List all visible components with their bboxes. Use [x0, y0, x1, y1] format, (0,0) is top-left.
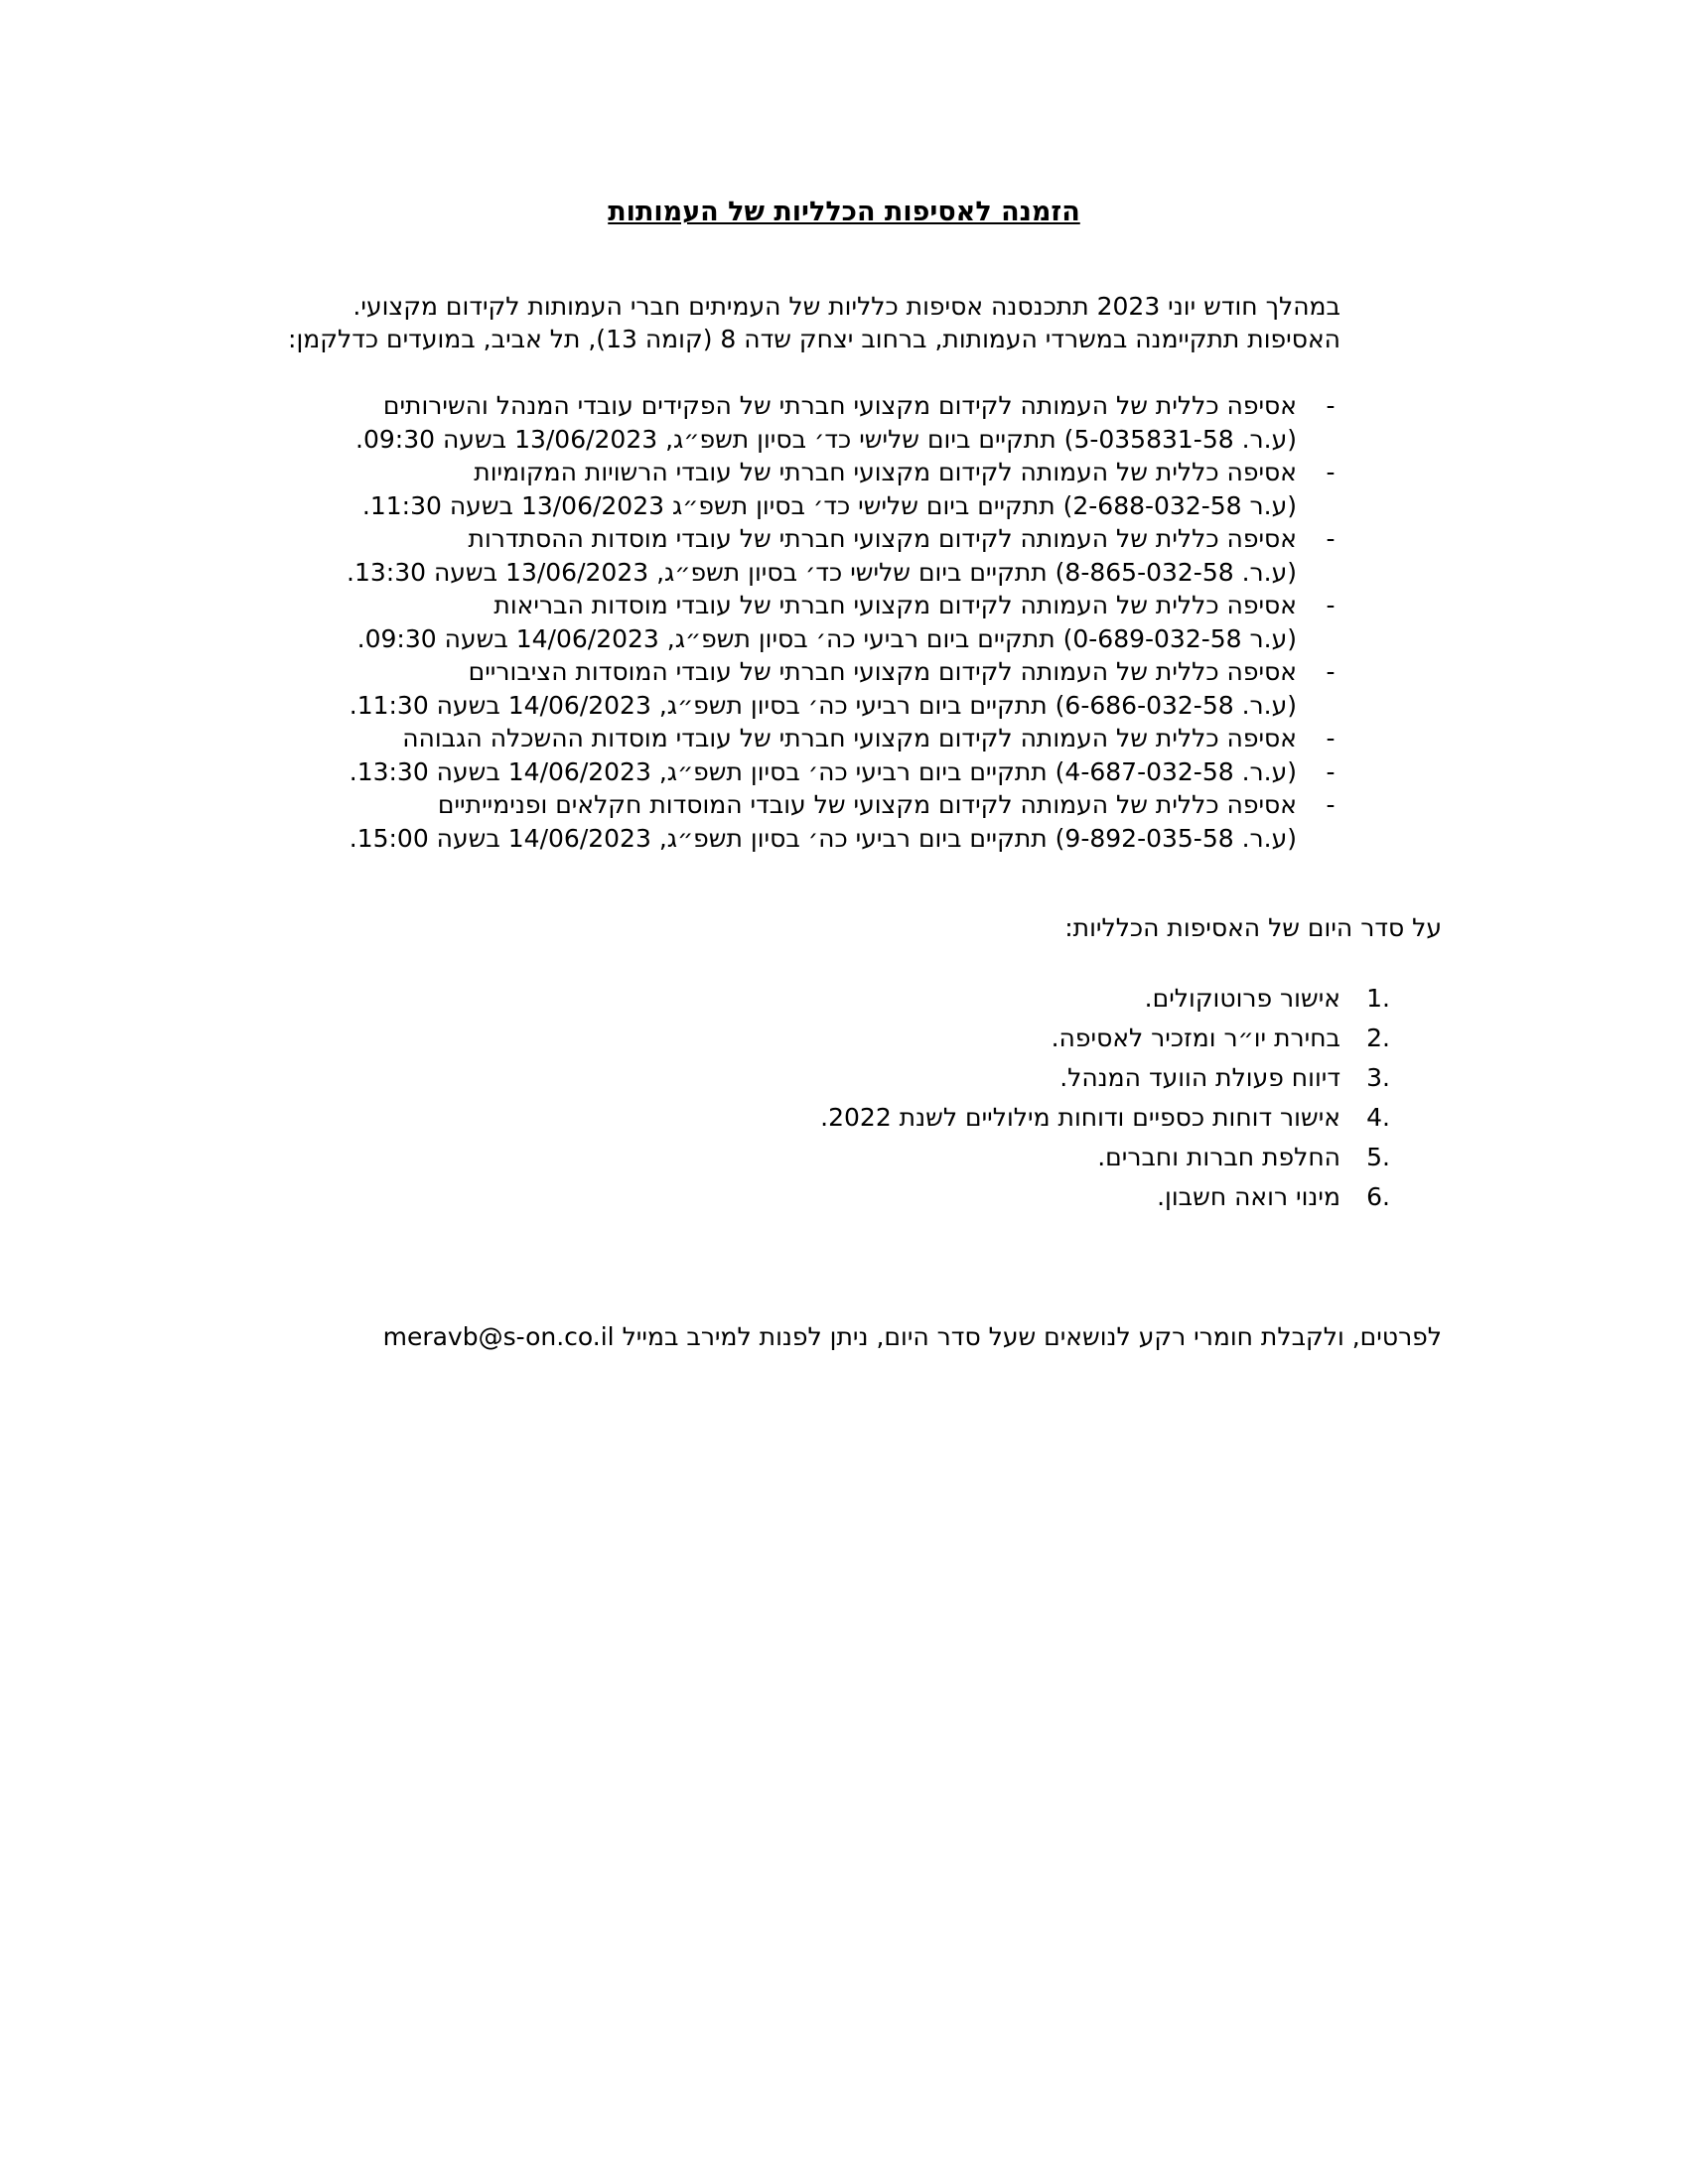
meeting-title: אסיפה כללית של העמותה לקידום מקצועי חברתי של עובדי מוסדות ההשכלה הגבוהה — [402, 724, 1297, 752]
meeting-item — [199, 456, 1340, 489]
agenda-number: 4. — [1366, 1103, 1390, 1132]
agenda-number: 2. — [1366, 1024, 1390, 1052]
meetings-list — [199, 389, 1340, 855]
agenda-text: מינוי רואה חשבון. — [1157, 1182, 1340, 1211]
agenda-number: 5. — [1366, 1143, 1390, 1171]
agenda-text: בחירת יו״ר ומזכיר לאסיפה. — [1051, 1024, 1340, 1052]
agenda-number: 3. — [1366, 1063, 1390, 1092]
contact-footer — [383, 1320, 1442, 1354]
agenda-text: אישור דוחות כספיים ודוחות מילוליים לשנת 2022. — [820, 1103, 1340, 1132]
list-dash: - — [1326, 591, 1336, 619]
meeting-detail-text: (ע.ר. 8-865-032-58) תתקיים ביום שלישי כד׳ בסיון תשפ״ג, 13/06/2023 בשעה 13:30. — [347, 557, 1297, 587]
intro-paragraph — [199, 290, 1340, 355]
document-title: הזמנה לאסיפות הכלליות של העמותות — [608, 197, 1080, 227]
agenda-item — [496, 1177, 1390, 1217]
meeting-detail-text: (ע.ר. 5-035831-58) תתקיים ביום שלישי כד׳ בסיון תשפ״ג, 13/06/2023 בשעה 09:30. — [355, 424, 1297, 454]
list-dash: - — [1326, 657, 1336, 686]
agenda-item — [496, 1138, 1390, 1177]
contact-text: לפרטים, ולקבלת חומרי רקע לנושאים שעל סדר היום, ניתן לפנות למירב במייל — [622, 1322, 1442, 1351]
agenda-number: 1. — [1366, 984, 1390, 1013]
agenda-text: החלפת חברות וחברים. — [1097, 1143, 1340, 1171]
agenda-text: אישור פרוטוקולים. — [1144, 984, 1340, 1013]
agenda-number: 6. — [1366, 1182, 1390, 1211]
meeting-title: אסיפה כללית של העמותה לקידום מקצועי חברתי של עובדי הרשויות המקומיות — [474, 458, 1297, 486]
meeting-title: אסיפה כללית של העמותה לקידום מקצועי חברתי של עובדי מוסדות הבריאות — [493, 591, 1297, 619]
meeting-detail-text: (ע.ר 0-689-032-58) תתקיים ביום רביעי כה׳ בסיון תשפ״ג, 14/06/2023 בשעה 09:30. — [356, 623, 1297, 653]
intro-line: האסיפות תתקיימנה במשרדי העמותות, ברחוב יצחק שדה 8 (קומה 13), תל אביב, במועדים כדלקמן: — [288, 325, 1340, 353]
list-dash: - — [1326, 790, 1336, 819]
list-dash: - — [1326, 458, 1336, 486]
intro-line: במהלך חודש יוני 2023 תתכנסנה אסיפות כלליות של העמיתים חברי העמותות לקידום מקצועי. — [352, 292, 1340, 321]
meeting-detail — [199, 822, 1340, 856]
list-dash: - — [1326, 391, 1336, 420]
meeting-item — [199, 655, 1340, 689]
list-dash: - — [1326, 524, 1336, 553]
list-dash: - — [1326, 724, 1336, 752]
meeting-title: אסיפה כללית של העמותה לקידום מקצועי חברתי של עובדי המוסדות הציבוריים — [468, 657, 1297, 686]
contact-email[interactable]: meravb@s-on.co.il — [382, 1322, 615, 1351]
meeting-detail-text: (ע.ר. 6-686-032-58) תתקיים ביום רביעי כה׳ בסיון תשפ״ג, 14/06/2023 בשעה 11:30. — [349, 690, 1297, 720]
meeting-detail — [199, 489, 1340, 523]
meeting-detail — [199, 689, 1340, 723]
meeting-detail — [199, 622, 1340, 656]
meeting-item — [199, 522, 1340, 556]
agenda-text: דיווח פעולת הוועד המנהל. — [1059, 1063, 1340, 1092]
meeting-item — [199, 389, 1340, 423]
agenda-item — [496, 979, 1390, 1019]
meeting-detail-text: (ע.ר. 4-687-032-58) תתקיים ביום רביעי כה׳ בסיון תשפ״ג, 14/06/2023 בשעה 13:30. — [349, 756, 1297, 786]
agenda-item — [496, 1019, 1390, 1058]
agenda-heading: על סדר היום של האסיפות הכלליות: — [1064, 913, 1442, 942]
agenda-item — [496, 1098, 1390, 1138]
meeting-title: אסיפה כללית של העמותה לקידום מקצועי של עובדי המוסדות חקלאים ופנימייתיים — [437, 790, 1297, 819]
meeting-detail-text: (ע.ר 2-688-032-58) תתקיים ביום שלישי כד׳ בסיון תשפ״ג 13/06/2023 בשעה 11:30. — [361, 490, 1297, 520]
meeting-detail — [199, 423, 1340, 457]
meeting-item — [199, 788, 1340, 822]
meeting-title: אסיפה כללית של העמותה לקידום מקצועי חברתי של הפקידים עובדי המנהל והשירותים — [382, 391, 1297, 420]
meeting-title: אסיפה כללית של העמותה לקידום מקצועי חברתי של עובדי מוסדות ההסתדרות — [468, 524, 1297, 553]
list-dash: - — [1326, 756, 1336, 786]
agenda-list — [496, 979, 1390, 1217]
meeting-item — [199, 722, 1340, 755]
meeting-detail — [199, 755, 1340, 789]
meeting-detail-text: (ע.ר. 9-892-035-58) תתקיים ביום רביעי כה׳ בסיון תשפ״ג, 14/06/2023 בשעה 15:00. — [349, 823, 1297, 853]
meeting-item — [199, 589, 1340, 622]
meeting-detail — [199, 556, 1340, 590]
agenda-item — [496, 1058, 1390, 1098]
